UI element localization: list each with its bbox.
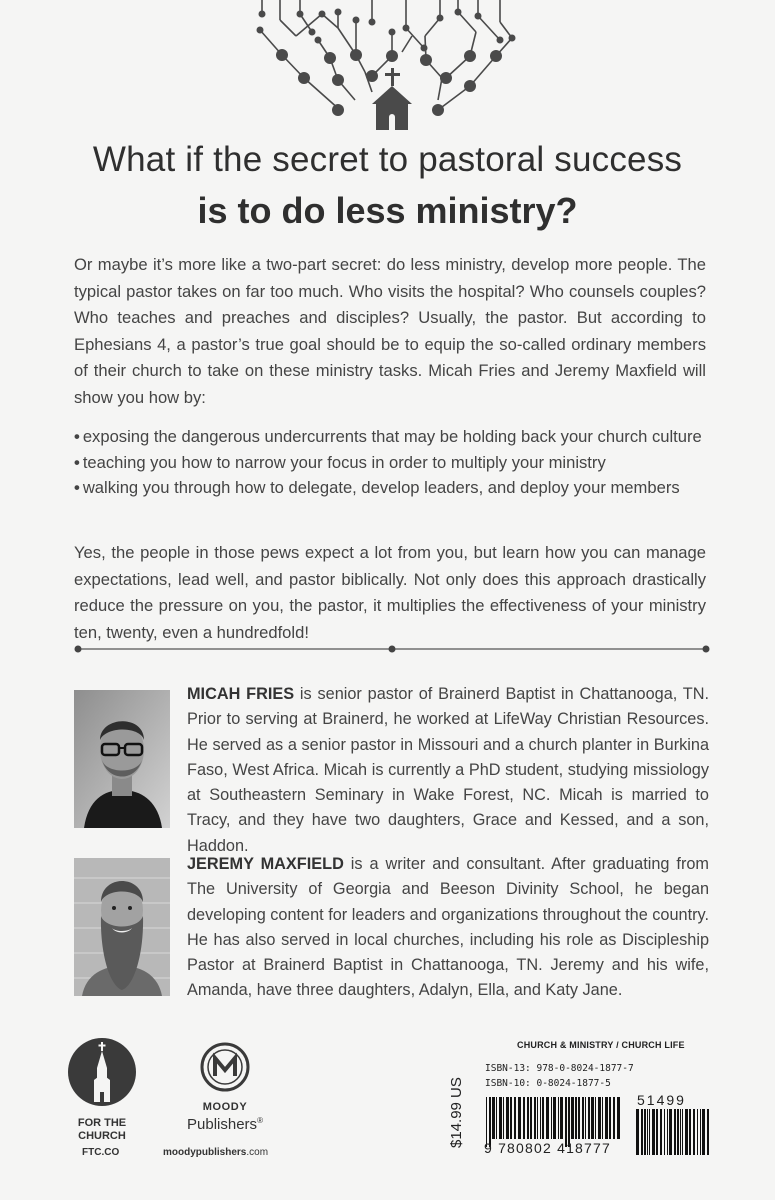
barcode-bar bbox=[664, 1109, 665, 1155]
closing-paragraph: Yes, the people in those pews expect a lot from you, but learn how you can manage expectations, lead well, and pastor biblically. Not only does this approach drastically reduce the pressure on you, the pastor, it multiplies the effectiveness of your ministry ten, twenty, even a hundredfold! bbox=[74, 543, 706, 642]
barcode-bar bbox=[656, 1109, 658, 1155]
barcode-bar bbox=[636, 1109, 639, 1155]
ftc-wordmark: FOR THE CHURCH bbox=[77, 1117, 127, 1142]
section-divider bbox=[74, 642, 710, 656]
price-addon-digits: 51499 bbox=[637, 1092, 686, 1108]
barcode-bar bbox=[499, 1097, 502, 1139]
barcode-bar bbox=[496, 1097, 497, 1139]
barcode-bar bbox=[649, 1109, 650, 1155]
category-label: CHURCH & MINISTRY / CHURCH LIFE bbox=[517, 1040, 685, 1050]
barcode-bar bbox=[510, 1097, 512, 1139]
barcode-bar bbox=[551, 1097, 552, 1139]
barcode-bar bbox=[588, 1097, 590, 1139]
author-photo-micah-fries bbox=[74, 690, 170, 828]
author-name: MICAH FRIES bbox=[187, 685, 295, 703]
barcode-bar bbox=[674, 1109, 676, 1155]
list-item: • teaching you how to narrow your focus in order to multiply your ministry bbox=[74, 452, 606, 472]
barcode-bar bbox=[609, 1097, 611, 1139]
barcode-bar bbox=[523, 1097, 525, 1139]
barcode-bar bbox=[591, 1097, 594, 1139]
benefit-list bbox=[74, 424, 714, 501]
bullet-icon: • bbox=[74, 478, 80, 497]
barcode-bar bbox=[553, 1097, 556, 1139]
barcode-bar bbox=[595, 1097, 596, 1139]
barcode-bar bbox=[527, 1097, 529, 1139]
barcode-bar bbox=[578, 1097, 580, 1139]
barcode-bar bbox=[641, 1109, 643, 1155]
church-steeple-icon bbox=[64, 1038, 140, 1106]
barcode-bar bbox=[540, 1097, 541, 1139]
list-item: • exposing the dangerous undercurrents that may be holding back your church culture bbox=[74, 427, 702, 446]
barcode-bar bbox=[702, 1109, 705, 1155]
isbn-13: ISBN-13: 978-0-8024-1877-7 bbox=[485, 1063, 634, 1074]
barcode-bar bbox=[571, 1097, 574, 1139]
moody-publishers-logo: MOODY Publishers® bbox=[175, 1042, 275, 1133]
barcode-bar bbox=[693, 1109, 695, 1155]
ean-digits: 9 780802 418777 bbox=[484, 1140, 611, 1156]
list-item: • walking you through how to delegate, develop leaders, and deploy your members bbox=[74, 478, 680, 497]
barcode-bar bbox=[585, 1097, 586, 1139]
barcode-bar bbox=[617, 1097, 620, 1139]
intro-paragraph: Or maybe it’s more like a two-part secret: do less ministry, develop more people. The typical pastor takes on far too much. Who visits the hospital? Who counsels couples? Who teaches and preaches and disciples? Usually, the pastor. But according to Ephesians 4, a pastor’s true goal should be to equip the so-called ordinary members of their church to take on these ministry tasks. Micah Fries and Jeremy Maxfield will show you how by: bbox=[74, 255, 706, 407]
author-name: JEREMY MAXFIELD bbox=[187, 855, 344, 873]
ftc-url: FTC.CO bbox=[82, 1147, 120, 1158]
headline-line-2: is to do less ministry? bbox=[197, 190, 578, 231]
barcode-bar bbox=[707, 1109, 709, 1155]
barcode-bar bbox=[689, 1109, 691, 1155]
barcode-bar bbox=[613, 1097, 615, 1139]
barcode-bar bbox=[667, 1109, 668, 1155]
barcode-bar bbox=[685, 1109, 688, 1155]
moody-m-emblem-icon bbox=[200, 1042, 250, 1092]
barcode-bar bbox=[560, 1097, 563, 1139]
author-bio-jeremy-maxfield: JEREMY MAXFIELD is a writer and consultant. After graduating from The University of Georgia and Beeson Divinity School, he began developing content for leaders and organizations throughout the country. He has also served in local churches, including his role as Discipleship Pastor at Brainerd Baptist in Chattanooga, TN. Jeremy and his wife, Amanda, have three daughters, Adalyn, Ella, and Katy Jane. bbox=[187, 855, 709, 1000]
author-bio-micah-fries: MICAH FRIES is senior pastor of Brainerd Baptist in Chattanooga, TN. Prior to serving at Brainerd, he worked at LifeWay Christian Resources. He served as a senior pastor in Missouri and a church planter in Burkina Faso, West Africa. Micah is currently a PhD student, studying missiology at Southeastern Seminary in Wake Forest, NC. Micah is married to Tracy, and they have two daughters, Grace and Kessed, and a son, Haddon. bbox=[187, 685, 710, 855]
barcode-bar bbox=[660, 1109, 662, 1155]
barcode-bar bbox=[644, 1109, 646, 1155]
barcode-bar bbox=[605, 1097, 608, 1139]
barcode-bar bbox=[506, 1097, 509, 1139]
barcode-bar bbox=[534, 1097, 536, 1139]
barcode-bar bbox=[680, 1109, 681, 1155]
barcode-bar bbox=[546, 1097, 549, 1139]
moody-url: moodypublishers.com bbox=[163, 1147, 269, 1158]
isbn-10: ISBN-10: 0-8024-1877-5 bbox=[485, 1078, 611, 1089]
author-photo-jeremy-maxfield bbox=[74, 858, 170, 996]
barcode-bar bbox=[582, 1097, 584, 1139]
barcode-bar bbox=[492, 1097, 495, 1139]
bullet-icon: • bbox=[74, 452, 80, 472]
barcode-bar bbox=[669, 1109, 672, 1155]
headline-line-1: What if the secret to pastoral success bbox=[92, 140, 683, 179]
barcode-bar bbox=[697, 1109, 698, 1155]
barcode-bar bbox=[537, 1097, 538, 1139]
for-the-church-logo bbox=[64, 1038, 140, 1143]
barcode-bar bbox=[652, 1109, 655, 1155]
bullet-icon: • bbox=[74, 427, 80, 446]
barcode-bar bbox=[602, 1097, 603, 1139]
barcode-bar bbox=[700, 1109, 701, 1155]
barcode-bar bbox=[542, 1097, 544, 1139]
barcode-bar bbox=[530, 1097, 532, 1139]
barcode-bar bbox=[677, 1109, 679, 1155]
barcode-bar bbox=[518, 1097, 521, 1139]
barcode-bar bbox=[514, 1097, 516, 1139]
barcode-bar bbox=[558, 1097, 559, 1139]
barcode-bar bbox=[575, 1097, 577, 1139]
barcode-bar bbox=[503, 1097, 504, 1139]
barcode-bar bbox=[647, 1109, 648, 1155]
price-label: $14.99 US bbox=[448, 1077, 465, 1148]
church-network-illustration bbox=[0, 0, 775, 135]
barcode-bar bbox=[598, 1097, 601, 1139]
barcode-bar bbox=[682, 1109, 683, 1155]
